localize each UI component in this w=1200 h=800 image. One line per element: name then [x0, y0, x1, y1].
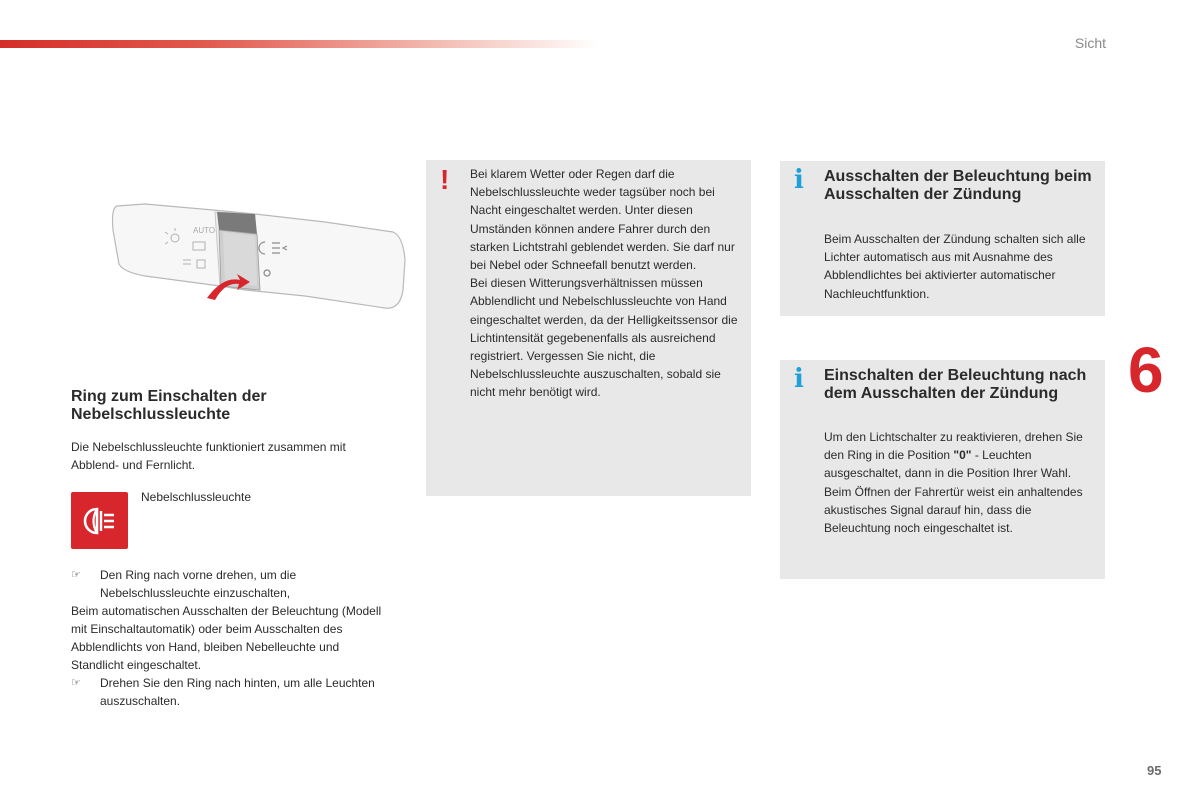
page-number: 95 [1147, 763, 1162, 778]
top-accent-bar [0, 40, 600, 48]
info-title: Einschalten der Beleuchtung nach dem Ausschalten der Zündung [824, 367, 1087, 402]
hand-bullet-icon: ☞ [71, 569, 81, 581]
instruction-step [71, 566, 391, 602]
warning-text: Bei klarem Wetter oder Regen darf die Nebelschlussleuchte weder tagsüber noch bei Nacht eingeschaltet werden. Unter diesen Umständen können andere Fahrer durch den starken Lichtstrahl geblendet werden. Sie darf nur bei Nebel oder Schneefall benutzt werden. Bei diesen Witterungsverhältnissen müssen Abblendlicht und Nebelschlussleuchte von Hand eingeschaltet werden, da der Helligkeitssensor die Lichtintensität gegebenenfalls als ausreichend registriert. Vergessen Sie nicht, die Nebelschlussleuchte auszuschalten, sobald sie nicht mehr benötigt wird. [470, 167, 738, 400]
instruction-step [71, 674, 391, 710]
rear-fog-light-symbol [71, 492, 128, 549]
info-title: Ausschalten der Beleuchtung beim Ausschalten der Zündung [824, 168, 1092, 203]
info-text-part: - Leuchten ausgeschaltet, dann in die Position Ihrer Wahl. Beim Öffnen der Fahrertür weist ein anhaltendes akustisches Signal darauf hin, dass die Beleuchtung noch eingeschaltet ist. [824, 448, 1083, 536]
warning-icon: ! [440, 164, 450, 195]
info-icon: i [794, 364, 804, 394]
auto-switch-label: AUTO [193, 226, 216, 235]
instruction-steps [71, 566, 391, 710]
position-zero: "0" [953, 448, 972, 463]
info-box-lights-off [780, 161, 1105, 316]
chapter-number: 6 [1128, 334, 1164, 406]
ring-section-title: Ring zum Einschalten der Nebelschlussleuchte [71, 388, 267, 423]
step-continuation: Beim automatischen Ausschalten der Beleuchtung (Modell mit Einschaltautomatik) oder beim Ausschalten des Abblendlichts von Hand, bleiben Nebelleuchte und Standlicht eingeschaltet. [71, 604, 382, 672]
ring-section-intro: Die Nebelschlussleuchte funktioniert zusammen mit Abblend- und Fernlicht. [71, 440, 346, 472]
info-text-part: Um den Lichtschalter zu reaktivieren, drehen Sie den Ring in die Position [824, 430, 1083, 463]
info-box-lights-on [780, 360, 1105, 579]
rear-fog-light-symbol-row [71, 492, 391, 549]
step-text: Drehen Sie den Ring nach hinten, um alle Leuchten auszuschalten. [100, 676, 375, 708]
ring-section [71, 388, 391, 710]
section-title: Sicht [1074, 35, 1106, 51]
info-icon: i [794, 165, 804, 195]
hand-bullet-icon: ☞ [71, 677, 81, 689]
step-text: Den Ring nach vorne drehen, um die Nebelschlussleuchte einzuschalten, [100, 568, 297, 600]
light-switch-stalk-illustration [105, 190, 410, 320]
info-text: Beim Ausschalten der Zündung schalten sich alle Lichter automatisch aus mit Ausnahme des Abblendlichtes bei aktivierter automatischer Nachleuchtfunktion. [824, 232, 1086, 301]
info-text [824, 428, 1099, 537]
rear-fog-light-icon [80, 506, 120, 536]
warning-box [426, 160, 751, 496]
rear-fog-light-label: Nebelschlussleuchte [141, 490, 252, 504]
